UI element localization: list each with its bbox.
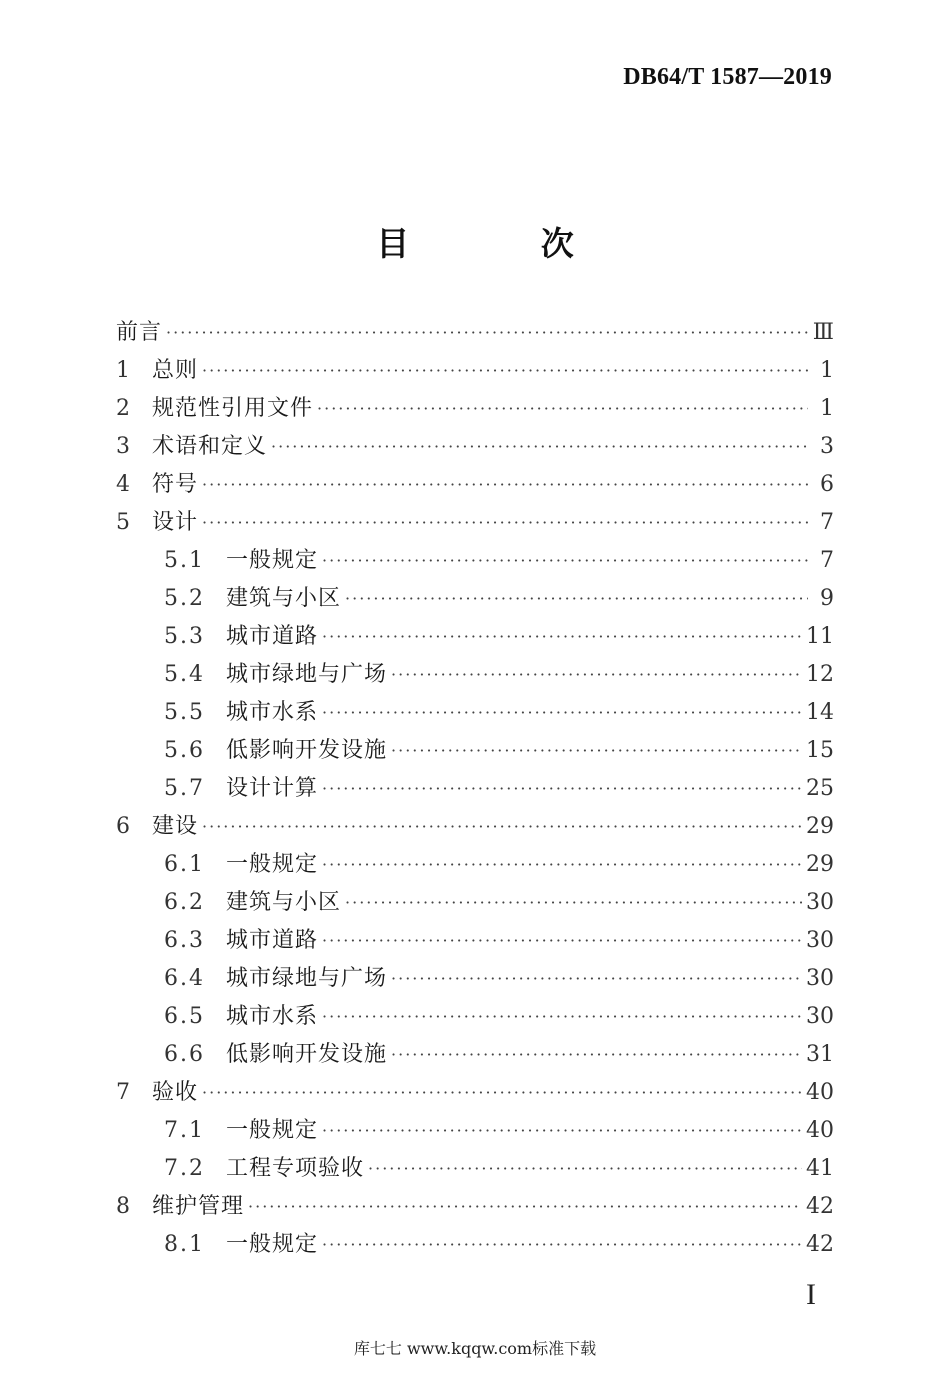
toc-dot-leader <box>202 504 808 542</box>
toc-dot-leader <box>322 998 802 1036</box>
toc-entry[interactable] <box>116 466 834 504</box>
toc-entry-page: 1 <box>820 396 834 421</box>
toc-entry-label: 低影响开发设施 <box>226 1042 388 1067</box>
toc-dot-leader <box>391 732 802 770</box>
toc-entry-number: 8.1 <box>164 1232 205 1257</box>
toc-entry-number: 7.1 <box>164 1118 205 1143</box>
toc-entry-number: 5.2 <box>164 586 205 611</box>
page-number: I <box>806 1278 816 1311</box>
toc-entry[interactable] <box>116 1188 834 1226</box>
toc-entry-page: 25 <box>806 776 834 801</box>
toc-entry-number: 7.2 <box>164 1156 205 1181</box>
toc-dot-leader <box>345 580 808 618</box>
toc-entry[interactable] <box>116 656 834 694</box>
toc-entry[interactable] <box>116 504 834 542</box>
toc-entry-label: 城市道路 <box>226 624 319 649</box>
toc-entry-page: 30 <box>806 928 834 953</box>
toc-entry-label: 建筑与小区 <box>226 890 342 915</box>
toc-dot-leader <box>391 1036 802 1074</box>
toc-entry-number: 6.5 <box>164 1004 205 1029</box>
toc-entry-number: 5.1 <box>164 548 205 573</box>
toc-dot-leader <box>202 1074 802 1112</box>
toc-entry-label: 工程专项验收 <box>226 1156 365 1181</box>
toc-entry[interactable] <box>116 618 834 656</box>
toc-entry[interactable] <box>116 694 834 732</box>
toc-entry-page: 29 <box>806 814 834 839</box>
toc-entry-number: 5.5 <box>164 700 205 725</box>
toc-dot-leader <box>322 542 808 580</box>
toc-dot-leader <box>166 314 808 352</box>
toc-dot-leader <box>345 884 802 922</box>
toc-entry[interactable] <box>116 428 834 466</box>
toc-entry-label: 一般规定 <box>226 852 319 877</box>
toc-entry-page: 7 <box>820 510 834 535</box>
toc-entry-page: 7 <box>820 548 834 573</box>
toc-entry[interactable] <box>116 1112 834 1150</box>
toc-entry-page: 40 <box>806 1118 834 1143</box>
toc-entry-label: 设计计算 <box>226 776 319 801</box>
toc-dot-leader <box>322 846 802 884</box>
toc-entry[interactable] <box>116 960 834 998</box>
toc-entry-label: 维护管理 <box>152 1194 245 1219</box>
toc-entry-page: 40 <box>806 1080 834 1105</box>
toc-entry-label: 城市绿地与广场 <box>226 662 388 687</box>
toc-entry-page: 42 <box>806 1194 834 1219</box>
toc-entry-page: 14 <box>806 700 834 725</box>
toc-entry-number: 5.7 <box>164 776 205 801</box>
toc-entry[interactable] <box>116 770 834 808</box>
toc-dot-leader <box>271 428 808 466</box>
toc-entry-label: 一般规定 <box>226 1118 319 1143</box>
toc-dot-leader <box>317 390 808 428</box>
toc-entry-page: 1 <box>820 358 834 383</box>
toc-dot-leader <box>202 808 802 846</box>
toc-entry-number: 5.6 <box>164 738 205 763</box>
toc-entry-page: Ⅲ <box>812 320 834 345</box>
toc-entry-page: 30 <box>806 1004 834 1029</box>
toc-entry-label: 设计 <box>152 510 199 535</box>
table-of-contents <box>116 314 834 1264</box>
toc-entry-label: 一般规定 <box>226 548 319 573</box>
toc-entry-label: 符号 <box>152 472 199 497</box>
toc-entry-label: 城市水系 <box>226 700 319 725</box>
toc-entry-label: 建筑与小区 <box>226 586 342 611</box>
toc-entry-page: 9 <box>820 586 834 611</box>
toc-entry-number: 6.6 <box>164 1042 205 1067</box>
toc-entry-page: 31 <box>806 1042 834 1067</box>
toc-entry-page: 29 <box>806 852 834 877</box>
toc-entry-label: 城市绿地与广场 <box>226 966 388 991</box>
toc-dot-leader <box>322 694 802 732</box>
toc-dot-leader <box>391 960 802 998</box>
toc-dot-leader <box>322 1112 802 1150</box>
toc-entry-page: 12 <box>806 662 834 687</box>
toc-entry-number: 8 <box>116 1194 132 1219</box>
toc-entry-label: 验收 <box>152 1080 199 1105</box>
toc-entry[interactable] <box>116 1150 834 1188</box>
document-code: DB64/T 1587—2019 <box>623 64 832 90</box>
toc-entry-label: 低影响开发设施 <box>226 738 388 763</box>
toc-dot-leader <box>391 656 802 694</box>
footer-watermark: 库七七 www.kqqw.com标准下载 <box>353 1339 597 1358</box>
toc-entry-number: 5 <box>116 510 132 535</box>
toc-entry[interactable] <box>116 390 834 428</box>
toc-entry[interactable] <box>116 998 834 1036</box>
toc-dot-leader <box>248 1188 802 1226</box>
toc-dot-leader <box>322 1226 802 1264</box>
toc-entry-page: 3 <box>820 434 834 459</box>
toc-entry-number: 2 <box>116 396 132 421</box>
toc-entry-label: 一般规定 <box>226 1232 319 1257</box>
toc-dot-leader <box>202 352 808 390</box>
toc-entry[interactable] <box>116 1226 834 1264</box>
toc-entry-label: 术语和定义 <box>152 434 268 459</box>
toc-entry-number: 6.1 <box>164 852 205 877</box>
toc-dot-leader <box>202 466 808 504</box>
toc-entry-number: 4 <box>116 472 132 497</box>
toc-entry[interactable] <box>116 1036 834 1074</box>
toc-entry-label: 规范性引用文件 <box>152 396 314 421</box>
toc-entry[interactable] <box>116 808 834 846</box>
toc-entry-page: 41 <box>806 1156 834 1181</box>
toc-entry-page: 6 <box>820 472 834 497</box>
toc-entry-label: 城市水系 <box>226 1004 319 1029</box>
toc-entry-label: 城市道路 <box>226 928 319 953</box>
toc-entry-number: 5.4 <box>164 662 205 687</box>
toc-entry-number: 6 <box>116 814 132 839</box>
toc-entry-page: 11 <box>806 624 834 649</box>
toc-entry[interactable] <box>116 846 834 884</box>
toc-entry-number: 1 <box>116 358 132 383</box>
toc-entry-page: 15 <box>806 738 834 763</box>
toc-entry-page: 42 <box>806 1232 834 1257</box>
toc-entry-number: 7 <box>116 1080 132 1105</box>
toc-entry[interactable] <box>116 884 834 922</box>
toc-entry[interactable] <box>116 1074 834 1112</box>
toc-title: 目 次 <box>376 224 634 263</box>
toc-entry-number: 3 <box>116 434 132 459</box>
toc-entry[interactable] <box>116 314 834 352</box>
toc-dot-leader <box>322 618 802 656</box>
toc-dot-leader <box>322 770 802 808</box>
toc-entry[interactable] <box>116 542 834 580</box>
toc-entry-number: 6.2 <box>164 890 205 915</box>
toc-entry[interactable] <box>116 580 834 618</box>
toc-dot-leader <box>368 1150 802 1188</box>
toc-entry-number: 6.3 <box>164 928 205 953</box>
toc-entry-label: 前言 <box>116 320 163 345</box>
toc-entry[interactable] <box>116 352 834 390</box>
toc-entry-page: 30 <box>806 890 834 915</box>
toc-entry-number: 6.4 <box>164 966 205 991</box>
toc-entry[interactable] <box>116 922 834 960</box>
toc-entry-label: 建设 <box>152 814 199 839</box>
toc-entry-label: 总则 <box>152 358 199 383</box>
toc-entry-page: 30 <box>806 966 834 991</box>
toc-entry-number: 5.3 <box>164 624 205 649</box>
toc-entry[interactable] <box>116 732 834 770</box>
toc-dot-leader <box>322 922 802 960</box>
